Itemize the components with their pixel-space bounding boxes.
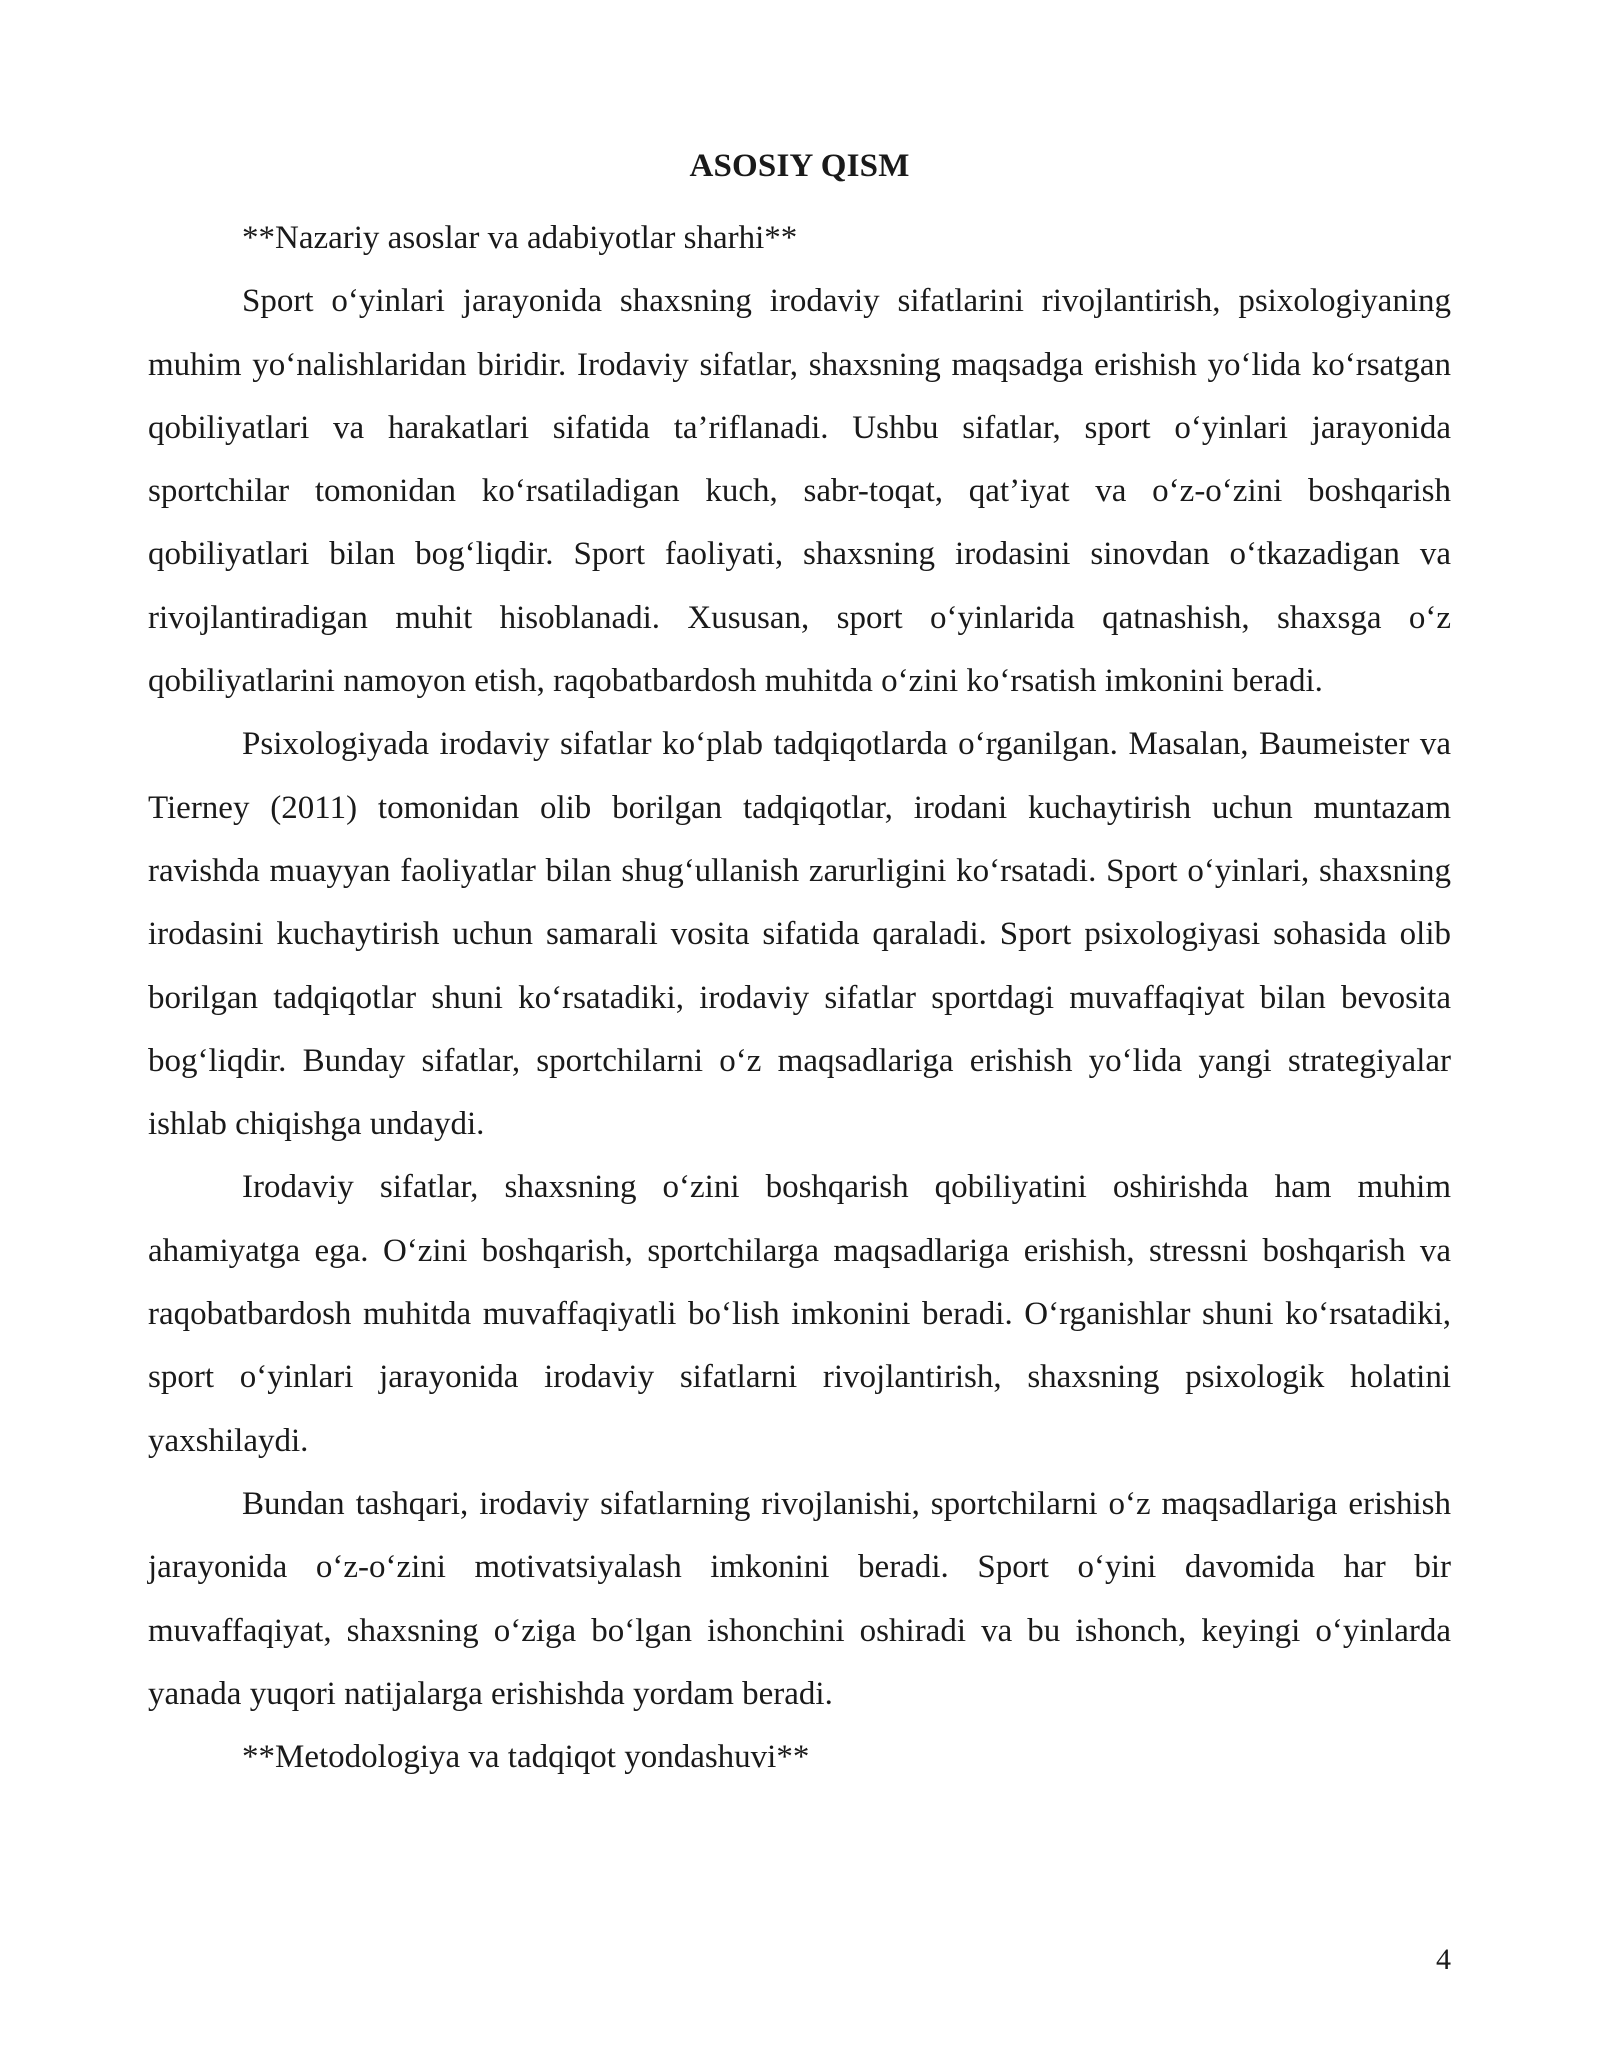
page-number: 4: [1436, 1943, 1451, 1976]
paragraph-3: Irodaviy sifatlar, shaxsning o‘zini boshqarish qobiliyatini oshirishda ham muhim ahamiyatga ega. O‘zini boshqarish, sportchilarga maqsadlariga erishish, stressni boshqarish va raqobatbardosh muhitda muvaffaqiyatli bo‘lish imkonini beradi. O‘rganishlar shuni ko‘rsatadiki, sport o‘yinlari jarayonida irodaviy sifatlarni rivojlantirish, shaxsning psixologik holatini yaxshilaydi.: [148, 1169, 1451, 1459]
paragraph-4: Bundan tashqari, irodaviy sifatlarning rivojlanishi, sportchilarni o‘z maqsadlariga erishish jarayonida o‘z-o‘zini motivatsiyalash imkonini beradi. Sport o‘yini davomida har bir muvaffaqiyat, shaxsning o‘ziga bo‘lgan ishonchini oshiradi va bu ishonch, keyingi o‘yinlarda yanada yuqori natijalarga erishishda yordam beradi.: [148, 1485, 1451, 1712]
paragraph-1: Sport o‘yinlari jarayonida shaxsning irodaviy sifatlarini rivojlantirish, psixologiyaning muhim yo‘nalishlaridan biridir. Irodaviy sifatlar, shaxsning maqsadga erishish yo‘lida ko‘rsatgan qobiliyatlari va harakatlari sifatida ta’riflanadi. Ushbu sifatlar, sport o‘yinlari jarayonida sportchilar tomonidan ko‘rsatiladigan kuch, sabr-toqat, qat’iyat va o‘z-o‘zini boshqarish qobiliyatlari bilan bog‘liqdir. Sport faoliyati, shaxsning irodasini sinovdan o‘tkazadigan va rivojlantiradigan muhit hisoblanadi. Xususan, sport o‘yinlarida qatnashish, shaxsga o‘z qobiliyatlarini namoyon etish, raqobatbardosh muhitda o‘zini ko‘rsatish imkonini beradi.: [148, 283, 1451, 700]
section-title-theory: **Nazariy asoslar va adabiyotlar sharhi**: [242, 220, 798, 256]
page-content: [148, 146, 1451, 1789]
page-heading: ASOSIY QISM: [689, 148, 910, 184]
section-title-methodology: **Metodologiya va tadqiqot yondashuvi**: [242, 1739, 810, 1776]
paragraph-2: Psixologiyada irodaviy sifatlar ko‘plab tadqiqotlarda o‘rganilgan. Masalan, Baumeister va Tierney (2011) tomonidan olib borilgan tadqiqotlar, irodani kuchaytirish uchun muntazam ravishda muayyan faoliyatlar bilan shug‘ullanish zarurligini ko‘rsatadi. Sport o‘yinlari, shaxsning irodasini kuchaytirish uchun samarali vosita sifatida qaraladi. Sport psixologiyasi sohasida olib borilgan tadqiqotlar shuni ko‘rsatadiki, irodaviy sifatlar sportdagi muvaffaqiyat bilan bevosita bog‘liqdir. Bunday sifatlar, sportchilarni o‘z maqsadlariga erishish yo‘lida yangi strategiyalar ishlab chiqishga undaydi.: [148, 726, 1451, 1143]
